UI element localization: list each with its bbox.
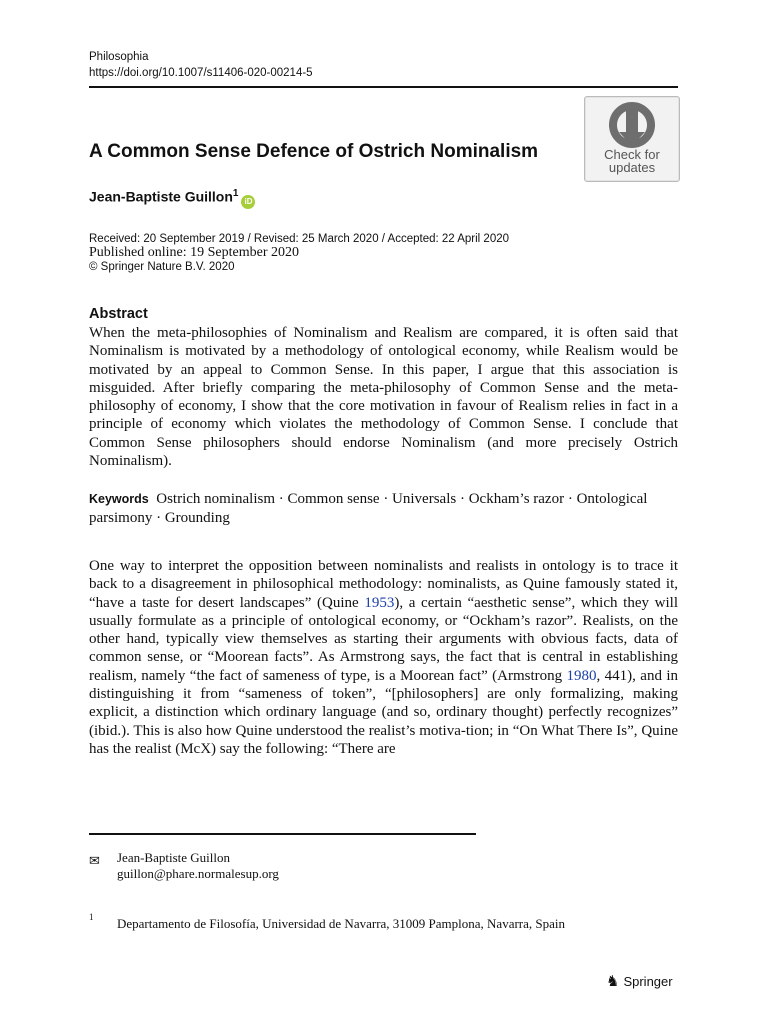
published-online: Published online: 19 September 2020 — [89, 245, 299, 260]
publisher-logo — [606, 972, 673, 990]
keywords-label: Keywords — [89, 492, 149, 506]
corresponding-email[interactable]: guillon@phare.normalesup.org — [117, 866, 279, 881]
springer-horse-icon: ♞ — [606, 973, 620, 990]
publisher-name: Springer — [623, 974, 673, 989]
check-for-updates-icon — [609, 102, 655, 148]
abstract-text: When the meta-philosophies of Nominalism and Realism are compared, it is often said that Nominalism is motivated by a methodology of ontological economy, while Realism would be motivated by an appeal to Common Sense. In this paper, I argue that this association is misguided. After briefly comparing the meta-philosophy of Common Sense and the meta-philosophy of economy, I show that the core motivation in favour of Realism relies in fact in a principle of economy which violates the methodology of Common Sense. I conclude that Common Sense philosophers should endorse Nominalism (and more precisely Ostrich Nominalism). — [89, 325, 678, 470]
received-dates: Received: 20 September 2019 / Revised: 25 March 2020 / Accepted: 22 April 2020 — [89, 233, 510, 245]
abstract-heading: Abstract — [89, 306, 148, 322]
body-paragraph: One way to interpret the opposition between nominalists and realists in ontology is to trace it back to a disagreement in philosophical methodology: nominalists, as Quine famously stated it, “have a taste for desert landscapes” (Quine 1953), a certain “aesthetic sense”, which they will usually formulate as a principle of ontological economy, or “Ockham’s razor”. Realists, on the other hand, typically view themselves as starting their arguments with obvious facts, data of common sense, or “Moorean facts”. As Armstrong says, the fact that is central in establishing realism, namely “the fact of sameness of type, is a Moorean fact” (Armstrong 1980, 441), and in distinguishing it from “sameness of token”, “[philosophers] are only formalizing, making explicit, a distinction which ordinary language (and so, ordinary thought) perfectly recognizes” (ibid.). This is also how Quine understood the realist’s motiva-tion; in “On What There Is”, Quine has the realist (McX) say the following: “There are — [89, 558, 678, 757]
citation-link[interactable]: 1980 — [566, 667, 597, 684]
author-affiliation-marker: 1 — [232, 188, 239, 199]
journal-name: Philosophia — [89, 51, 149, 63]
corresponding-name: Jean-Baptiste Guillon — [117, 850, 231, 865]
doi-link[interactable]: https://doi.org/10.1007/s11406-020-00214-5 — [89, 67, 313, 79]
copyright: © Springer Nature B.V. 2020 — [89, 261, 235, 273]
affiliation-number: 1 — [89, 912, 94, 922]
journal-header — [89, 49, 313, 81]
orcid-icon[interactable]: iD — [241, 195, 255, 209]
author-name[interactable]: Jean-Baptiste Guillon — [89, 188, 233, 205]
check-for-updates-label: Check for updates — [604, 147, 660, 175]
check-for-updates-button[interactable] — [584, 96, 680, 182]
article-title: A Common Sense Defence of Ostrich Nominalism — [89, 141, 539, 162]
keywords — [89, 490, 678, 528]
author-line — [89, 188, 255, 209]
header-rule — [89, 86, 678, 88]
envelope-icon: ✉ — [89, 853, 100, 868]
footnote-rule — [89, 833, 476, 835]
corresponding-author — [117, 850, 279, 882]
citation-link[interactable]: 1953 — [364, 594, 395, 611]
keywords-list: Ostrich nominalism · Common sense · Universals · Ockham’s razor · Ontological parsimony · Grounding — [89, 491, 648, 526]
affiliation: Departamento de Filosofía, Universidad de Navarra, 31009 Pamplona, Navarra, Spain — [117, 916, 566, 931]
